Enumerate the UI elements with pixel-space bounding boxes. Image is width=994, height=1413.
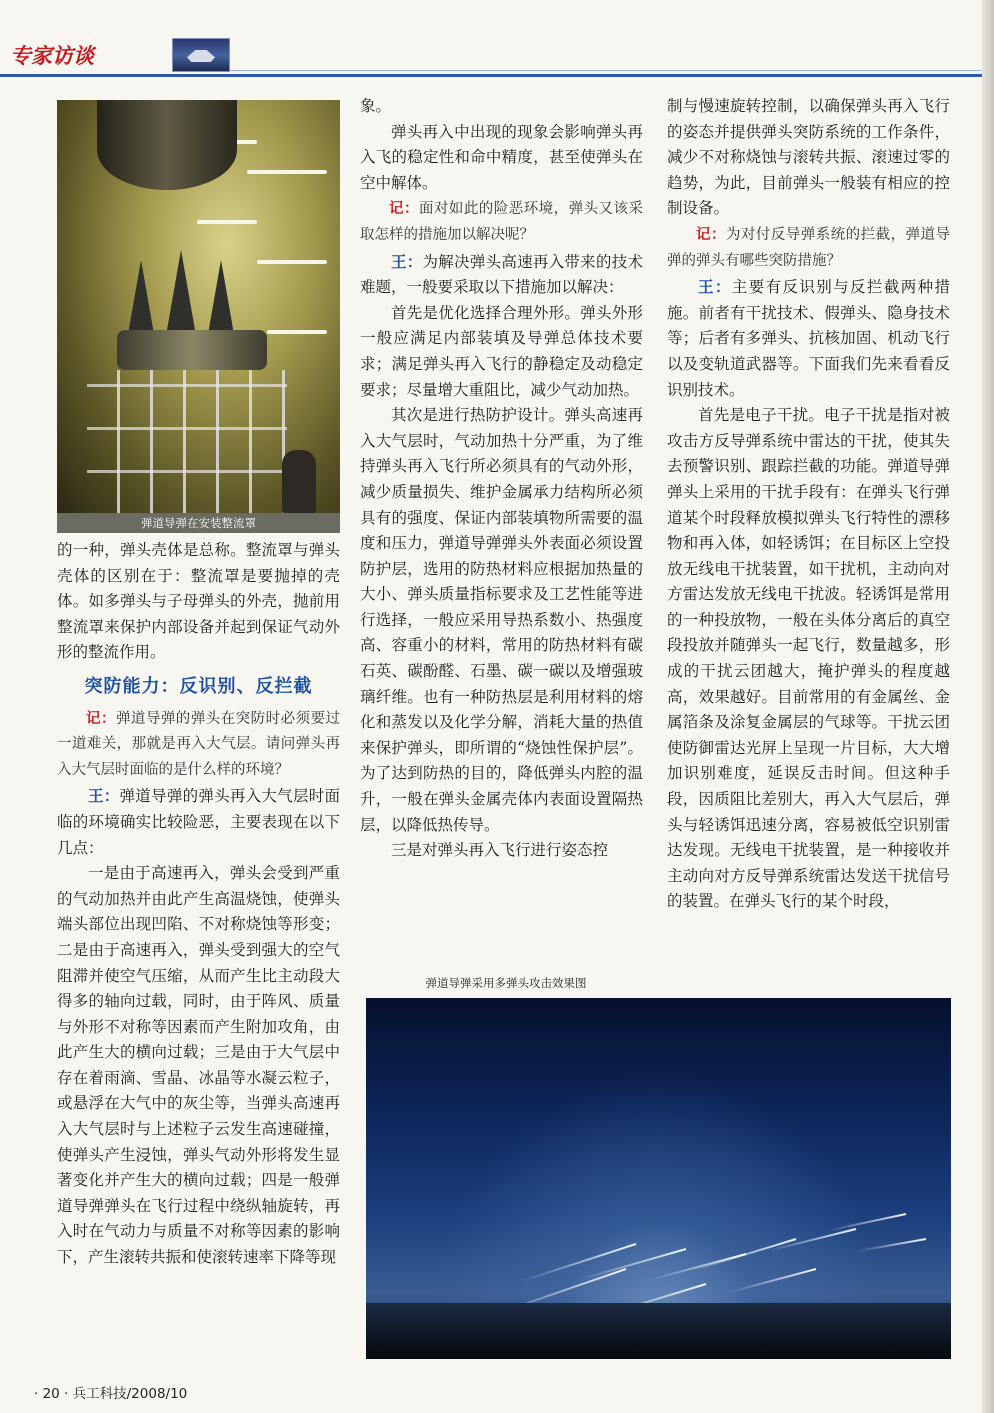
- paragraph: 三是对弹头再入飞行进行姿态控: [391, 841, 609, 860]
- interviewer-label: 记：: [696, 225, 726, 243]
- question-text: 面对如此的险恶环境，弹头又该采取怎样的措施加以解决呢？: [360, 201, 643, 243]
- section-label: 专家访谈: [10, 44, 94, 68]
- paragraph: 弹头再入中出现的现象会影响弹头再入飞的稳定性和命中精度，甚至使弹头在空中解体。: [360, 122, 643, 192]
- photo2-caption: 弹道导弹采用多弹头攻击效果图: [425, 976, 587, 990]
- multiple-warhead-photo: [366, 998, 951, 1359]
- page-footer: · 20 · 兵工科技/2008/10: [34, 1386, 188, 1402]
- answer-text: 弹道导弹的弹头再入大气层时面临的环境确实比较险恶，主要表现在以下几点：: [57, 787, 340, 857]
- paragraph: 一是由于高速再入，弹头会受到严重的气动加热并由此产生高温烧蚀，使弹头端头部位出现凹陷、不对称烧蚀等形变；二是由于高速再入，弹头受到强大的空气阻滞并使空气压缩，从而产生比主动段大得多的轴向过载，同时，由于阵风、质量与外形不对称等因素而产生附加攻角，由此产生大的横向过载；三是由于大气层中存在着雨滴、雪晶、冰晶等水凝云粒子，或悬浮在大气中的灰尘等，当弹头高速再入大气层时与上述粒子云发生高速碰撞，使弹头产生浸蚀，弹头气动外形将发生显著变化并产生大的横向过载；四是一般弹道导弹弹头在飞行过程中绕纵轴旋转，再入时在气动力与质量不对称等因素的影响下，产生滚转共振和使滚转速率下降等现: [57, 864, 340, 1267]
- paragraph: 制与慢速旋转控制，以确保弹头再入飞行的姿态并提供弹头突防系统的工作条件，减少不对称烧蚀与滚转共振、滚速过零的趋势，为此，目前弹头一般装有相应的控制设备。: [667, 97, 950, 218]
- header-rule: [0, 74, 994, 77]
- answer: [667, 274, 950, 403]
- expert-label: 王：: [391, 251, 423, 271]
- missile-fairing-photo: [57, 100, 340, 513]
- ship-icon: [187, 50, 215, 62]
- interviewer-label: 记：: [389, 200, 419, 218]
- column-1: [57, 538, 340, 1271]
- paragraph: 象。: [360, 97, 392, 115]
- paragraph: 首先是电子干扰。电子干扰是指对被攻击方反导弹系统中雷达的干扰，使其失去预警识别、跟踪拦截的功能。弹道导弹弹头上采用的干扰手段有：在弹头飞行弹道某个时段释放模拟弹头飞行特性的漂移物和再入体，如轻诱饵；在目标区上空投放无线电干扰装置，如干扰机，主动向对方雷达发放无线电干扰波。轻诱饵是常用的一种投放物，一般在头体分离后的真空段投放并随弹头一起飞行，数量越多，形成的干扰云团越大，掩护弹头的程度越高，效果越好。目前常用的有金属丝、金属箔条及涂复金属层的气球等。干扰云团使防御雷达光屏上呈现一片目标，大大增加识别难度，延误反击时间。但这种手段，因质阻比差别大，再入大气层后，弹头与轻诱饵迅速分离，容易被低空识别雷达发现。无线电干扰装置，是一种接收并主动向对方反导弹系统雷达发送干扰信号的装置。在弹头飞行的某个时段，: [667, 406, 950, 911]
- column-logo: [172, 38, 230, 72]
- question-text: 弹道导弹的弹头在突防时必须要过一道难关，那就是再入大气层。请问弹头再入大气层时面临的是什么样的环境？: [57, 710, 340, 778]
- column-3: [667, 94, 950, 915]
- section-title: 突防能力：反识别、反拦截: [84, 675, 313, 697]
- paragraph: 首先是优化选择合理外形。弹头外形一般应满足内部装填及导弹总体技术要求；满足弹头再入飞行的静稳定及动稳定要求；尽量增大重阻比，减少气动加热。: [360, 303, 643, 399]
- question: [360, 196, 643, 248]
- question: [57, 706, 340, 784]
- page-edge: [982, 0, 994, 1413]
- expert-label: 王：: [88, 786, 120, 806]
- answer: [57, 783, 340, 861]
- page-header: [0, 38, 994, 78]
- photo1-caption: 弹道导弹在安装整流罩: [57, 513, 340, 533]
- answer: [360, 249, 643, 301]
- header-thin-rule: [230, 70, 994, 71]
- paragraph: 的一种，弹头壳体是总称。整流罩与弹头壳体的区别在于：整流罩是要抛掉的壳体。如多弹头与子母弹头的外壳，抛前用整流罩来保护内部设备并起到保证气动外形的整流作用。: [57, 541, 340, 662]
- question: [667, 222, 950, 274]
- paragraph: 其次是进行热防护设计。弹头高速再入大气层时，气动加热十分严重，为了维持弹头再入飞行所必须具有的气动外形，减少质量损失、维护金属承力结构所必须具有的强度、保证内部装填物所需要的温度和压力，弹道导弹弹头外表面必须设置防护层，选用的防热材料应根据加热量的大小、弹头质量指标要求及工艺性能等进行选择，一般应采用导热系数小、热强度高、容重小的材料，常用的防热材料有碳石英、碳酚醛、石墨、碳一碳以及增强玻璃纤维。也有一种防热层是利用材料的熔化和蒸发以及化学分解，消耗大量的热值来保护弹头，即所谓的“烧蚀性保护层”。为了达到防热的目的，降低弹头内腔的温升，一般在弹头金属壳体内表面设置隔热层，以降低热传导。: [360, 406, 643, 834]
- interviewer-label: 记：: [86, 709, 116, 727]
- question-text: 为对付反导弹系统的拦截，弹道导弹的弹头有哪些突防措施？: [667, 226, 950, 269]
- expert-label: 王：: [698, 277, 732, 297]
- column-2: [360, 94, 643, 864]
- answer-text: 主要有反识别与反拦截两种措施。前者有干扰技术、假弹头、隐身技术等；后者有多弹头、抗核加固、机动飞行以及变轨道武器等。下面我们先来看看反识别技术。: [667, 278, 950, 399]
- answer-text: 为解决弹头高速再入带来的技术难题，一般要采取以下措施加以解决：: [360, 252, 643, 297]
